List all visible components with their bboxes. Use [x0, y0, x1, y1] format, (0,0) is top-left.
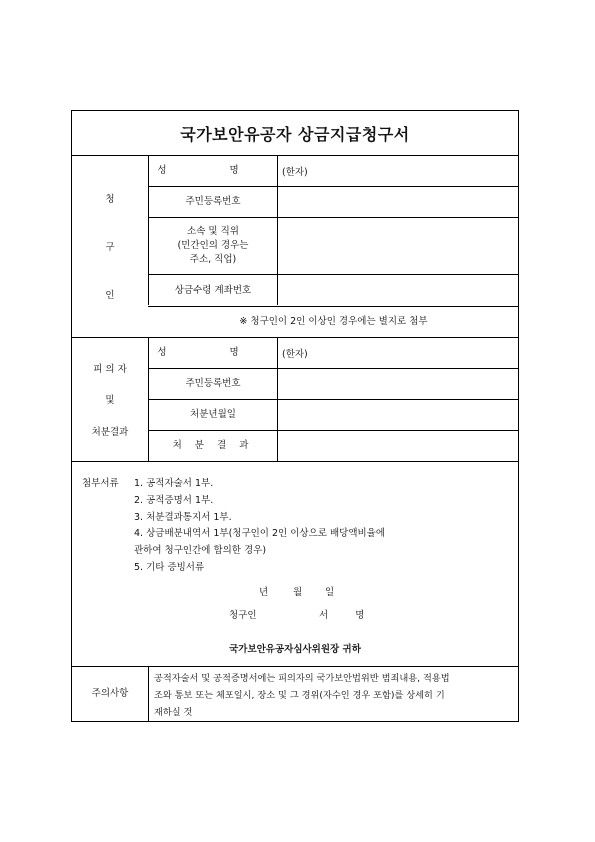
claimant-name-field[interactable]: (한자) — [282, 167, 308, 178]
attachment-item: 1. 공적자술서 1부. — [134, 478, 214, 489]
suspect-rrn-label: 주민등록번호 — [185, 378, 241, 390]
suspect-name-field[interactable]: (한자) — [282, 349, 308, 360]
claimant-note: ※ 청구인이 2인 이상인 경우에는 별지로 첨부 — [239, 316, 428, 328]
suspect-result-field[interactable] — [278, 431, 518, 461]
claimant-position-field[interactable] — [278, 218, 518, 274]
sign-label: 서 명 — [319, 610, 377, 621]
divider — [148, 666, 149, 721]
claimant-name-label: 성 명 — [157, 165, 269, 177]
suspect-section-label-2: 및 — [105, 395, 115, 406]
claimant-section-label-1: 청 — [105, 194, 115, 205]
attachments-heading: 첨부서류 — [82, 478, 119, 489]
attachment-item: 3. 처분결과통지서 1부. — [134, 512, 232, 523]
date-month-label: 월 — [293, 587, 303, 598]
claimant-position-label — [149, 218, 277, 274]
claimant-account-field[interactable] — [278, 275, 518, 306]
form-title: 국가보안유공자 상금지급청구서 — [180, 124, 410, 144]
date-day-label: 일 — [325, 587, 335, 598]
notes-line-2: 조와 통보 또는 체포일시, 장소 및 그 경위(자수인 경우 포함)를 상세히 기 — [154, 690, 445, 701]
position-label-line-3: 주소, 직업) — [189, 253, 237, 265]
suspect-section-label-1: 피 의 자 — [93, 364, 127, 375]
claimant-signature-label: 청구인 — [229, 610, 257, 621]
claimant-section-label-2: 구 — [105, 242, 115, 253]
claimant-rrn-field[interactable] — [278, 187, 518, 217]
suspect-section-label-3: 처분결과 — [91, 427, 129, 438]
claimant-rrn-label: 주민등록번호 — [185, 196, 241, 208]
position-label-line-2: (민간인의 경우는 — [177, 240, 249, 252]
notes-line-3: 재하실 것 — [154, 707, 193, 718]
position-label-line-1: 소속 및 직위 — [187, 226, 239, 238]
attachment-item: 2. 공적증명서 1부. — [134, 495, 214, 506]
suspect-date-field[interactable] — [278, 400, 518, 430]
claim-form — [71, 110, 519, 722]
attachment-item: 5. 기타 증빙서류 — [134, 562, 205, 573]
claimant-section-label-3: 인 — [105, 290, 115, 301]
notes-line-1: 공적자술서 및 공적증명서에는 피의자의 국가보안법위반 범죄내용, 적용법 — [154, 673, 450, 684]
suspect-name-label: 성 명 — [157, 347, 269, 359]
date-year-label: 년 — [259, 587, 269, 598]
suspect-date-label: 처분년월일 — [190, 409, 236, 421]
suspect-rrn-field[interactable] — [278, 369, 518, 399]
suspect-result-label: 처 분 결 과 — [172, 440, 254, 452]
notes-label: 주의사항 — [91, 688, 129, 700]
attachment-item: 4. 상금배분내역서 1부(청구인이 2인 이상으로 배당액비율에 — [134, 528, 386, 539]
divider — [72, 461, 518, 462]
claimant-account-label: 상금수령 계좌번호 — [174, 284, 252, 296]
recipient: 국가보안유공자심사위원장 귀하 — [229, 644, 361, 655]
attachment-item-continued: 관하여 청구인간에 합의한 경우) — [134, 545, 267, 556]
